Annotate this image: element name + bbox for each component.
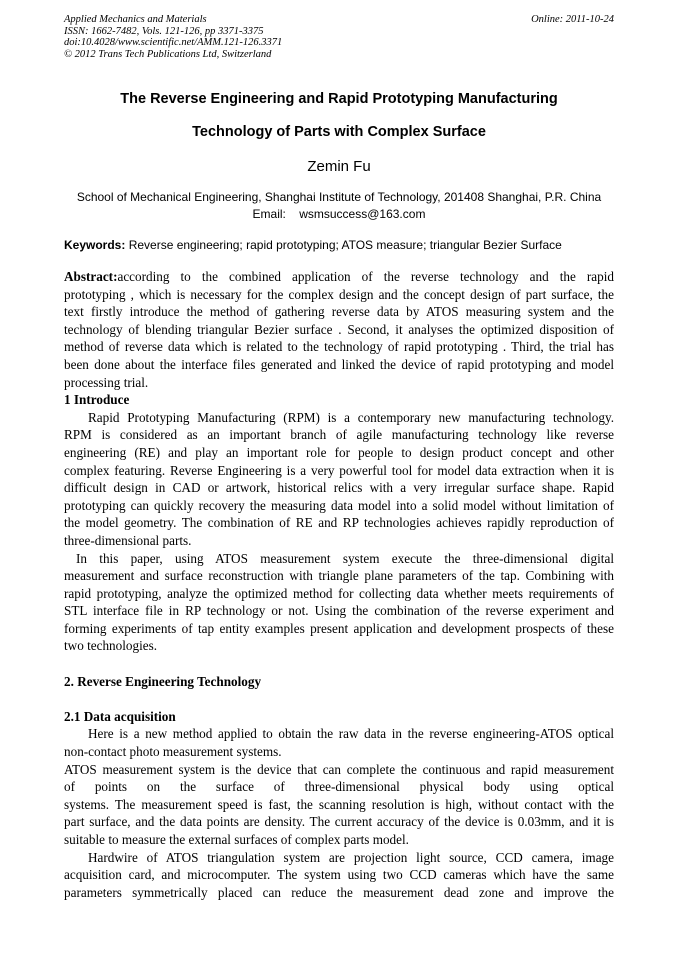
text-line: text firstly introduce the method of gathering reverse data by ATOS measuring system and the xyxy=(64,304,614,320)
data-acquisition-paragraph-3 xyxy=(64,849,614,902)
text-line: non-contact photo measurement systems. xyxy=(64,744,282,760)
issn-line: ISSN: 1662-7482, Vols. 121-126, pp 3371-3375 xyxy=(64,25,264,37)
intro-paragraph-2 xyxy=(64,550,614,656)
doi-line: doi:10.4028/www.scientific.net/AMM.121-126.3371 xyxy=(64,37,283,48)
affiliation: School of Mechanical Engineering, Shanghai Institute of Technology, 201408 Shanghai, P.R. China xyxy=(76,190,602,204)
text-line: systems. The measurement speed is fast, the scanning resolution is high, without contact with the xyxy=(64,796,614,812)
text-line: part surface, and the data points are density. The current accuracy of the device is 0.03mm, and it is xyxy=(64,814,614,830)
keywords-label: Keywords: xyxy=(64,238,126,252)
paper-title-line-2: Technology of Parts with Complex Surface xyxy=(192,124,486,140)
paper-title-line-1: The Reverse Engineering and Rapid Prototyping Manufacturing xyxy=(120,91,558,107)
section-2-heading: 2. Reverse Engineering Technology xyxy=(64,673,262,689)
text-line: of points on the surface of three-dimensional physical body using optical xyxy=(64,779,614,795)
text-line: STL interface file in RP technology or not. Using the combination of the reverse experiment and xyxy=(64,603,614,619)
text-line: parameters symmetrically placed can reduce the measurement dead zone and improve the xyxy=(64,884,614,900)
intro-heading: 1 Introduce xyxy=(64,392,130,408)
text-line: In this paper, using ATOS measurement system execute the three-dimensional digital xyxy=(76,550,614,566)
text-line: the model geometry. The combination of RE and RP technologies achieves rapidly reproduction of xyxy=(64,515,614,531)
text-line: three-dimensional parts. xyxy=(64,532,192,548)
abstract-label: Abstract: xyxy=(64,269,118,284)
text-line xyxy=(64,268,614,286)
text-line: Rapid Prototyping Manufacturing (RPM) is a contemporary new manufacturing technology. xyxy=(88,409,614,425)
text-line: ATOS measurement system is the device that can complete the continuous and rapid measurement xyxy=(64,761,614,777)
paper-body xyxy=(64,268,614,901)
text-line: measurement and surface reconstruction with triangle plane parameters of the tap. Combining with xyxy=(64,568,614,584)
copyright-line: © 2012 Trans Tech Publications Ltd, Switzerland xyxy=(64,48,272,60)
text-line: prototyping can quickly recovery the measuring data model into a solid model without limitation of xyxy=(64,497,614,513)
text-line: prototyping , which is necessary for the complex design and the concept design of part surface, the xyxy=(64,286,614,302)
text-line: Hardwire of ATOS triangulation system are projection light source, CCD camera, image xyxy=(88,849,614,865)
text-line: RPM is considered as an important branch of agile manufacturing technology like reverse xyxy=(64,427,614,443)
text-line: suitable to measure the external surfaces of complex parts model. xyxy=(64,832,409,847)
keywords-text: Reverse engineering; rapid prototyping; ATOS measure; triangular Bezier Surface xyxy=(125,238,562,252)
text-line: difficult design in CAD or artwork, historical relics with a very irregular surface shape. Rapid xyxy=(64,480,614,496)
text-line: Here is a new method applied to obtain the raw data in the reverse engineering-ATOS optical xyxy=(88,726,614,742)
online-date: Online: 2011-10-24 xyxy=(531,14,614,25)
email: Email: wsmsuccess@163.com xyxy=(252,207,426,221)
data-acquisition-paragraph-1 xyxy=(64,725,614,760)
text-line: rapid prototyping, analyze the optimized method for collecting data whether meets requirements of xyxy=(64,585,614,601)
keywords xyxy=(64,238,562,252)
text-line: according to the combined application of the reverse technology and the rapid xyxy=(117,269,614,284)
abstract xyxy=(64,268,614,391)
text-line: been done about the interface files generated and linked the device of rapid prototyping and model xyxy=(64,356,614,372)
intro-paragraph-1 xyxy=(64,409,614,550)
journal-info xyxy=(64,14,282,60)
text-line: two technologies. xyxy=(64,638,158,654)
data-acquisition-paragraph-2 xyxy=(64,761,614,849)
text-line: complex featuring. Reverse Engineering is a very powerful tool for model data extraction when it is xyxy=(64,462,614,478)
text-line: engineering (RE) and play an important role for people to design product concept and other xyxy=(64,444,614,460)
section-2-1-heading: 2.1 Data acquisition xyxy=(64,708,176,724)
text-line: acquisition card, and microcomputer. The system using two CCD cameras which have the same xyxy=(64,867,614,883)
journal-name: Applied Mechanics and Materials xyxy=(64,14,207,25)
author: Zemin Fu xyxy=(307,158,371,175)
text-line: method of reverse data which is related to the technology of rapid prototyping . Third, the trial has xyxy=(64,339,614,355)
text-line: processing trial. xyxy=(64,374,149,390)
text-line: technology of blending triangular Bezier surface . Second, it analyses the optimized disposition of xyxy=(64,321,614,337)
text-line: forming experiments of tap entity examples present application and development prospects of these xyxy=(64,620,614,636)
